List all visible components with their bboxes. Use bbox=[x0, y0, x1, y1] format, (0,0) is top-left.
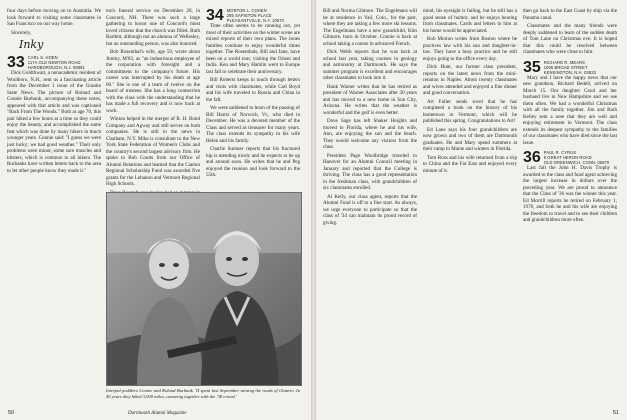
secretary-name: MORTON L. COHEN bbox=[226, 8, 267, 13]
class-year-number: 36 bbox=[523, 149, 541, 166]
left-column-2 bbox=[106, 8, 200, 187]
secretary-street: 117A OLD NEWTON ROAD bbox=[27, 60, 81, 65]
secretary-street: 1005 BROAD STREET bbox=[543, 64, 588, 70]
paragraph: Dick Hunt, our former class president, reports on the latest news from the mini-reunion in Naples. About twenty classmates and wives attended and enjoyed a fine dinner and good conversation. bbox=[423, 64, 517, 96]
secretary-city: PLEASANTVILLE, N.Y. 10570 bbox=[226, 18, 285, 23]
paragraph: Dave Sage has left Shaker Heights and moved to Florida, where he and his wife, Ann, are enjoying the sun and the beach. They would welcome any visitors from the class. bbox=[323, 118, 417, 150]
left-column-3 bbox=[206, 8, 300, 184]
paragraph: mind, his eyesight is failing, but he still has a good sense of humor, and he enjoys hearing from classmates. Cards and letters to him at his home would be appreciated. bbox=[423, 8, 517, 34]
class-entry-33 bbox=[7, 55, 101, 174]
class-notes-text: Last fall the John H. Davis Trophy is awarded to the class and fund agent achieving the largest increase in dollars over the preceding year. We are proud to announce that the Class of '36 was the winner this year. Ed Morrill reports he retired on February 1, 1976, and both he and his wife are enjoying the freedom to travel and to see their children and grandchildren more often. bbox=[523, 165, 617, 223]
right-column-2 bbox=[423, 8, 517, 176]
publication-footer: Dartmouth Alumni Magazine bbox=[128, 411, 187, 416]
paragraph: Bob Rosenthal's wife, age 59, wrote about Jimmy, M'63, as "an industrious employee of the corporation with foresight and a commitment to the company's future. His career was interrupted by his death at age 60." She is one of a team of twelve on the board of trustees. She has a long connection with the class with the understanding that he has made a full recovery and is now back at work. bbox=[106, 49, 200, 114]
left-page bbox=[0, 0, 311, 420]
paragraph: Hank Warner writes that he has retired as president of Warner Associates after 30 years and has moved to a new home in Sun City, Arizona. He writes that the weather is wonderful and the golf is even better. bbox=[323, 83, 417, 116]
handwritten-signature: Inky bbox=[19, 38, 44, 51]
paragraph: Al Kelly, our class agent, reports that the Alumni Fund is off to a fine start. As always, we urge everyone to participate so that the class of '34 can maintain its proud record of giving. bbox=[323, 193, 417, 226]
page-number: 51 bbox=[612, 410, 619, 416]
left-column-1 bbox=[7, 8, 101, 176]
class-entry-35 bbox=[523, 60, 617, 147]
paragraph: Bob Morton writes from Boston where he practices law with his son and daughter-in-law. They have a busy practice and he still enjoys going to the office every day. bbox=[423, 36, 517, 62]
class-notes-text: Dick Goldthwait, a nonacademic resident of Woolboro, N.H., sent us a fascinating article from the December 1 issue of the Granite State News. The picture of Roland and Connie Burbank, accompanying these notes, appeared with that article and was captioned "Back From The Woods." Both at age 70, this pair hiked a few hours at a time so they could enjoy the beauty, and accomplished the same feat which was done by many hikers in much younger years. Connie said: "I guess we were just lucky; we had good weather." Their only problems were minor, some sore muscles and blisters, which is common to all hikers. The Burbanks have written letters back to the area to let other people know they made it." bbox=[7, 70, 101, 174]
secretary-city: OLD GREENWICH, CONN. 06870 bbox=[543, 160, 610, 165]
paragraph: four days before moving on to Australia. We look forward to visiting some classmates in San Francisco on our way home. bbox=[7, 8, 101, 27]
secretary-street: 6 GREAT HERON ROAD bbox=[543, 155, 592, 160]
class-year-number: 34 bbox=[206, 7, 224, 24]
photo-caption: Intrepid peddlers Connie and Roland Burbank. 'II spent last September turning the roads of Ontario. In 40 years they hiked 3,000 miles, canoeing together with the '38 crowd.' bbox=[106, 388, 300, 399]
right-page bbox=[316, 0, 627, 420]
paragraph: Classmates and the many friends were deeply saddened to learn of the sudden death of Tom Lane on Christmas eve. It is hoped that this could be resolved between classmates who were close to him. bbox=[523, 23, 617, 55]
paragraph: then go back to the East Coast by ship via the Panama canal. bbox=[523, 8, 617, 21]
secretary-street: 285 SAPISTON PLACE bbox=[226, 13, 272, 18]
secretary-name: CARL S. HOEN bbox=[27, 55, 58, 60]
secretary-city: KENSINGTON, N.H. 03833 bbox=[543, 69, 596, 75]
paragraph: Art Fuller sends word that he has completed a book on the history of his hometown in Vermont, which will be published this spring. Congratulations to Art! bbox=[423, 98, 517, 124]
paragraph: ton's funeral service on December 28, in Concord, NH. There was such a large gathering to honor one of Concord's most loved citizens that the church was filled. Ruth Bartlett, although not an alumna of Wellesley, but an outstanding person, was also honored. bbox=[106, 8, 200, 47]
secretary-name: RICHARD R. MEARS bbox=[543, 59, 585, 65]
paragraph: Bill and Norma Gilmore. The Engelmans will be at residence in Vail, Colo., for the past, where they are taking a few more ski lessons. The Engelmans have a new grandchild, Kim Gilmore, born in October. Connie is back at school taking a course in advanced French. bbox=[323, 8, 417, 47]
class-notes-text: Mary and I have the happy news that our new grandson, Richard Bedell, arrived on March 15. Our daughter Carol and her husband live in New Hampshire and we see them often. We had a wonderful Christmas with all the family together. Jim and Ruth Kelley sent a note that they are well and enjoying retirement in Vermont. The class extends its deepest sympathy to the families of our classmates who have died since the last issue. bbox=[523, 74, 617, 146]
paragraph: Ed Lane says his four grandchildren are now grown and two of them are Dartmouth graduates. He and Mary spend summers at their camp in Maine and winters in Florida. bbox=[423, 126, 517, 152]
page-number: 50 bbox=[8, 410, 15, 416]
right-column-3 bbox=[523, 8, 617, 226]
class-entry-34 bbox=[206, 8, 300, 23]
paragraph: Charlie Sumner reports that his fractured hip is mending nicely and he expects to be up and around soon. He writes that he and Peg enjoyed the reunion and look forward to the 55th. bbox=[206, 146, 300, 178]
right-column-1 bbox=[323, 8, 417, 228]
paragraph: Winton helped in the merger of R. H. Bond Company and Agway and still serves on both companies. He is still in the news in Chatham, N.Y. Mike is consultant to the New York State Federation of Women's Clubs and the country's second largest advisory firm. He spoke to Bob Coutts from our Office of Alumni Relations and learned that the Canton Regional Scholarship Fund was awarded five grants for the Lebanon and Vermont Regional High Schools. bbox=[106, 116, 200, 187]
class-year-number: 35 bbox=[523, 58, 541, 76]
paragraph: Sincerely, bbox=[11, 29, 32, 36]
burbank-couple-photo bbox=[106, 192, 302, 386]
secretary-name: PAUL R. CYRUS bbox=[543, 150, 577, 155]
class-year-number: 33 bbox=[7, 54, 25, 71]
paragraph: Time often seems to be running out, yet most of their activities on the winter scene are mixed reports of their own plans. The Jones families continue to enjoy wonderful times together. The Rosenthals, Bill and Jane, have been on a world tour, visiting the Orient and India. Ken and Mary Hamlin went to Europe last fall to celebrate their anniversary. bbox=[206, 23, 300, 75]
couple-photo-illustration bbox=[107, 193, 301, 385]
paragraph: Dick Webb reports that he was back at school last year, taking courses in geology and astronomy at Dartmouth. He says the summer program is excellent and encourages other classmates to look into it. bbox=[323, 49, 417, 81]
paragraph: We were saddened to learn of the passing of Bill Harris of Norwich, Vt., who died in December. He was a devoted member of the Class and served as treasurer for many years. The class extends its sympathy to his wife Helen and his family. bbox=[206, 105, 300, 144]
paragraph: Bill Roberts keeps in touch through letters and visits with classmates, while Carl Boyd and his wife traveled to Russia and China in the fall. bbox=[206, 77, 300, 103]
class-entry-36 bbox=[523, 150, 617, 224]
paragraph: President Page Woolbridge traveled to Hanover for an Alumni Council meeting in January and reported that the College is thriving. The class has a good representation in the freshman class, with grandchildren of six classmates enrolled. bbox=[323, 152, 417, 191]
secretary-city: HARDBOROUGH, N.J. 08891 bbox=[27, 65, 85, 70]
paragraph: Tom Ross and his wife returned from a trip to China and the Far East and enjoyed every minute of it. bbox=[423, 154, 517, 174]
